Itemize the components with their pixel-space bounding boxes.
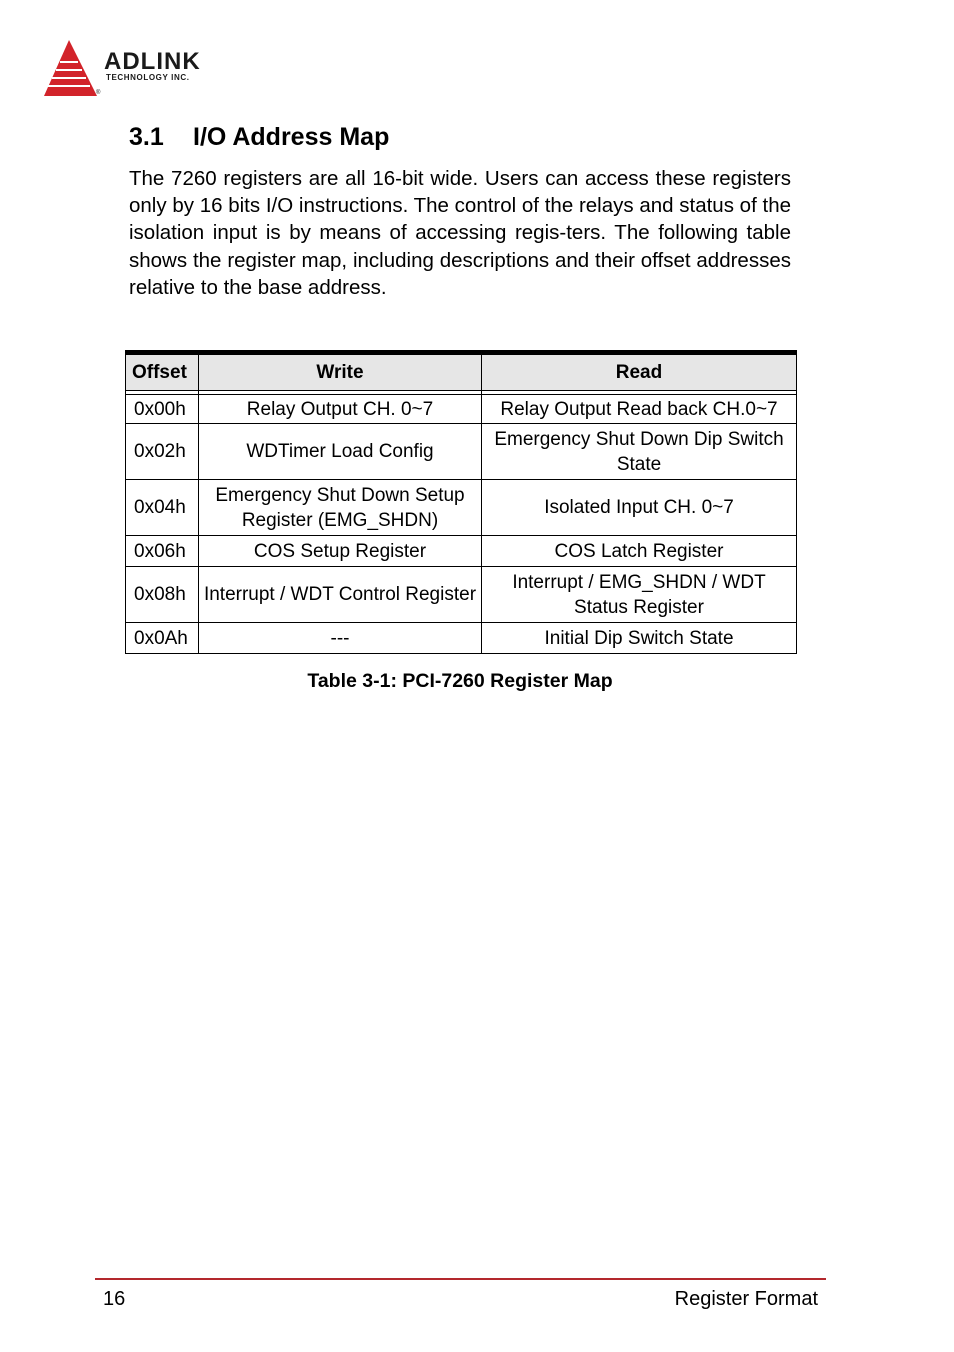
cell-offset: 0x02h — [126, 424, 199, 480]
body-paragraph: The 7260 registers are all 16-bit wide. Users can access these registers only by 16 bits I/O instructions. The control of the relays and status of the isolation input is by means of accessing regis-ters. The following table shows the register map, including descriptions and their offset addresses relative to the base address. — [129, 167, 791, 299]
header-read: Read — [482, 353, 797, 391]
cell-read: Initial Dip Switch State — [482, 623, 797, 654]
cell-write: Relay Output CH. 0~7 — [199, 395, 482, 424]
header-write: Write — [199, 353, 482, 391]
cell-offset: 0x06h — [126, 536, 199, 567]
section-title: I/O Address Map — [193, 123, 390, 151]
page-number: 16 — [103, 1288, 126, 1310]
cell-offset: 0x0Ah — [126, 623, 199, 654]
table-row — [126, 623, 797, 654]
cell-write: Interrupt / WDT Control Register — [199, 567, 482, 623]
cell-offset: 0x04h — [126, 480, 199, 536]
table-row — [126, 424, 797, 480]
section-heading — [129, 122, 389, 152]
table-caption: Table 3-1: PCI-7260 Register Map — [307, 670, 613, 692]
cell-read: COS Latch Register — [482, 536, 797, 567]
cell-read: Emergency Shut Down Dip Switch State — [482, 424, 797, 480]
table-header-row — [126, 353, 797, 391]
logo-wordmark: ADLINK — [104, 48, 201, 75]
cell-offset: 0x08h — [126, 567, 199, 623]
footer-divider — [95, 1278, 826, 1280]
logo-registered-mark: ® — [96, 90, 101, 96]
adlink-logo — [42, 38, 232, 100]
section-number: 3.1 — [129, 123, 164, 151]
logo-subtitle: TECHNOLOGY INC. — [106, 73, 190, 82]
cell-offset: 0x00h — [126, 395, 199, 424]
cell-read: Relay Output Read back CH.0~7 — [482, 395, 797, 424]
cell-write: COS Setup Register — [199, 536, 482, 567]
table-row — [126, 536, 797, 567]
cell-read: Interrupt / EMG_SHDN / WDT Status Register — [482, 567, 797, 623]
cell-write: WDTimer Load Config — [199, 424, 482, 480]
table-row — [126, 480, 797, 536]
cell-read: Isolated Input CH. 0~7 — [482, 480, 797, 536]
table-row — [126, 567, 797, 623]
adlink-triangle-icon — [42, 38, 104, 100]
cell-write: Emergency Shut Down Setup Register (EMG_SHDN) — [199, 480, 482, 536]
header-offset: Offset — [126, 353, 199, 391]
register-map-table — [125, 350, 797, 654]
cell-write: --- — [199, 623, 482, 654]
footer-section-name: Register Format — [674, 1288, 818, 1310]
table-row — [126, 395, 797, 424]
